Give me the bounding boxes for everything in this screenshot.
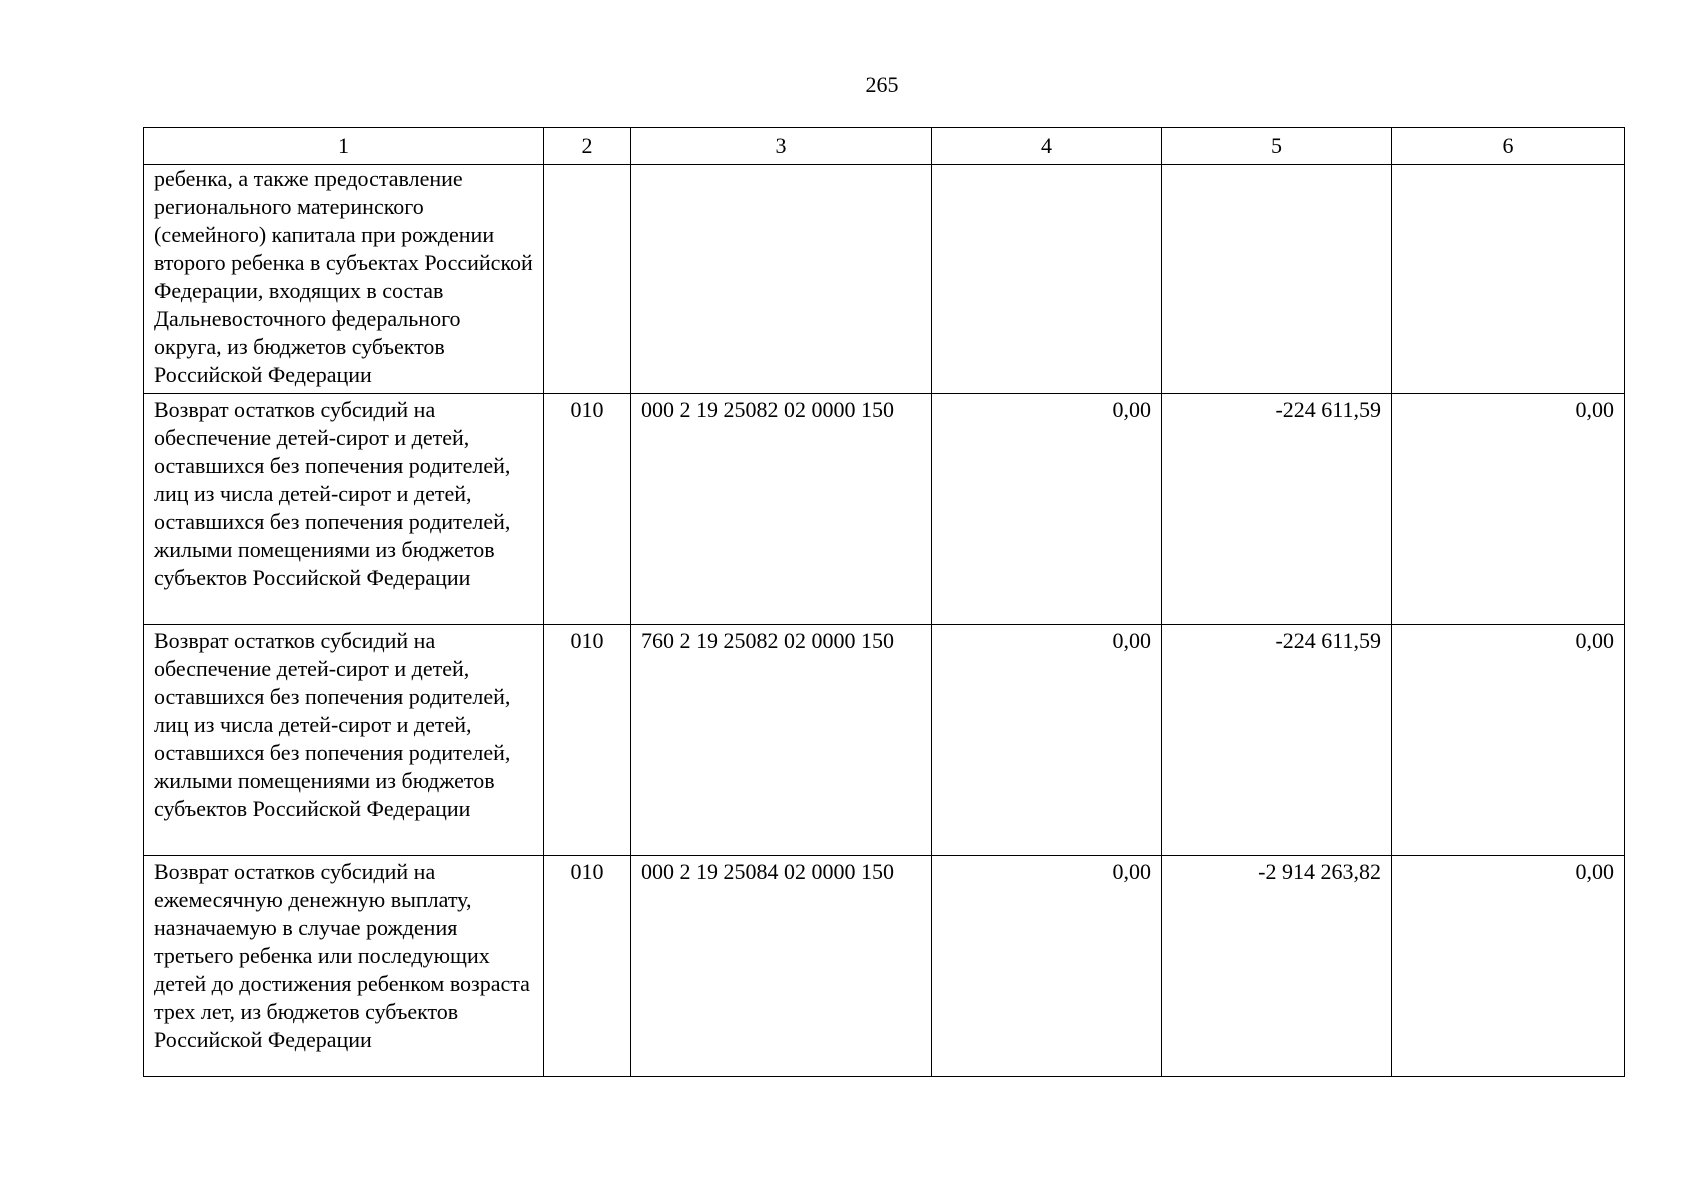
row-value-col4	[932, 165, 1162, 394]
row-code-cell	[544, 165, 631, 394]
row-kbk-cell: 000 2 19 25082 02 0000 150	[631, 394, 932, 625]
page-number: 265	[865, 72, 899, 97]
table-row	[144, 625, 1625, 856]
table-header	[144, 128, 1625, 165]
row-value-col5: -224 611,59	[1162, 625, 1392, 856]
row-value-col6: 0,00	[1392, 625, 1625, 856]
row-value-col4: 0,00	[932, 856, 1162, 1077]
row-value-col5	[1162, 165, 1392, 394]
header-cell-1: 1	[144, 128, 544, 165]
header-cell-6: 6	[1392, 128, 1625, 165]
row-name-cell: Возврат остатков субсидий на обеспечение детей-сирот и детей, оставшихся без попечения родителей, лиц из числа детей-сирот и детей, оставшихся без попечения родителей, жилыми помещениями из бюджетов субъектов Российской Федерации	[144, 394, 544, 625]
row-code-cell: 010	[544, 625, 631, 856]
budget-table	[143, 127, 1625, 1077]
row-code-cell: 010	[544, 394, 631, 625]
header-cell-4: 4	[932, 128, 1162, 165]
row-value-col5: -224 611,59	[1162, 394, 1392, 625]
header-cell-2: 2	[544, 128, 631, 165]
table-row	[144, 165, 1625, 394]
row-value-col6: 0,00	[1392, 394, 1625, 625]
row-value-col4: 0,00	[932, 625, 1162, 856]
row-kbk-cell	[631, 165, 932, 394]
table-row	[144, 856, 1625, 1077]
row-code-cell: 010	[544, 856, 631, 1077]
table-row	[144, 394, 1625, 625]
header-row	[144, 128, 1625, 165]
row-kbk-cell: 760 2 19 25082 02 0000 150	[631, 625, 932, 856]
table-body	[144, 165, 1625, 1077]
row-value-col5: -2 914 263,82	[1162, 856, 1392, 1077]
row-value-col6: 0,00	[1392, 856, 1625, 1077]
row-name-cell: ребенка, а также предоставление регионального материнского (семейного) капитала при рождении второго ребенка в субъектах Российской Федерации, входящих в состав Дальневосточного федерального округа, из бюджетов субъектов Российской Федерации	[144, 165, 544, 394]
row-name-cell: Возврат остатков субсидий на обеспечение детей-сирот и детей, оставшихся без попечения родителей, лиц из числа детей-сирот и детей, оставшихся без попечения родителей, жилыми помещениями из бюджетов субъектов Российской Федерации	[144, 625, 544, 856]
header-cell-3: 3	[631, 128, 932, 165]
row-name-cell: Возврат остатков субсидий на ежемесячную денежную выплату, назначаемую в случае рождения третьего ребенка или последующих детей до достижения ребенком возраста трех лет, из бюджетов субъектов Российской Федерации	[144, 856, 544, 1077]
row-value-col4: 0,00	[932, 394, 1162, 625]
header-cell-5: 5	[1162, 128, 1392, 165]
row-kbk-cell: 000 2 19 25084 02 0000 150	[631, 856, 932, 1077]
row-value-col6	[1392, 165, 1625, 394]
